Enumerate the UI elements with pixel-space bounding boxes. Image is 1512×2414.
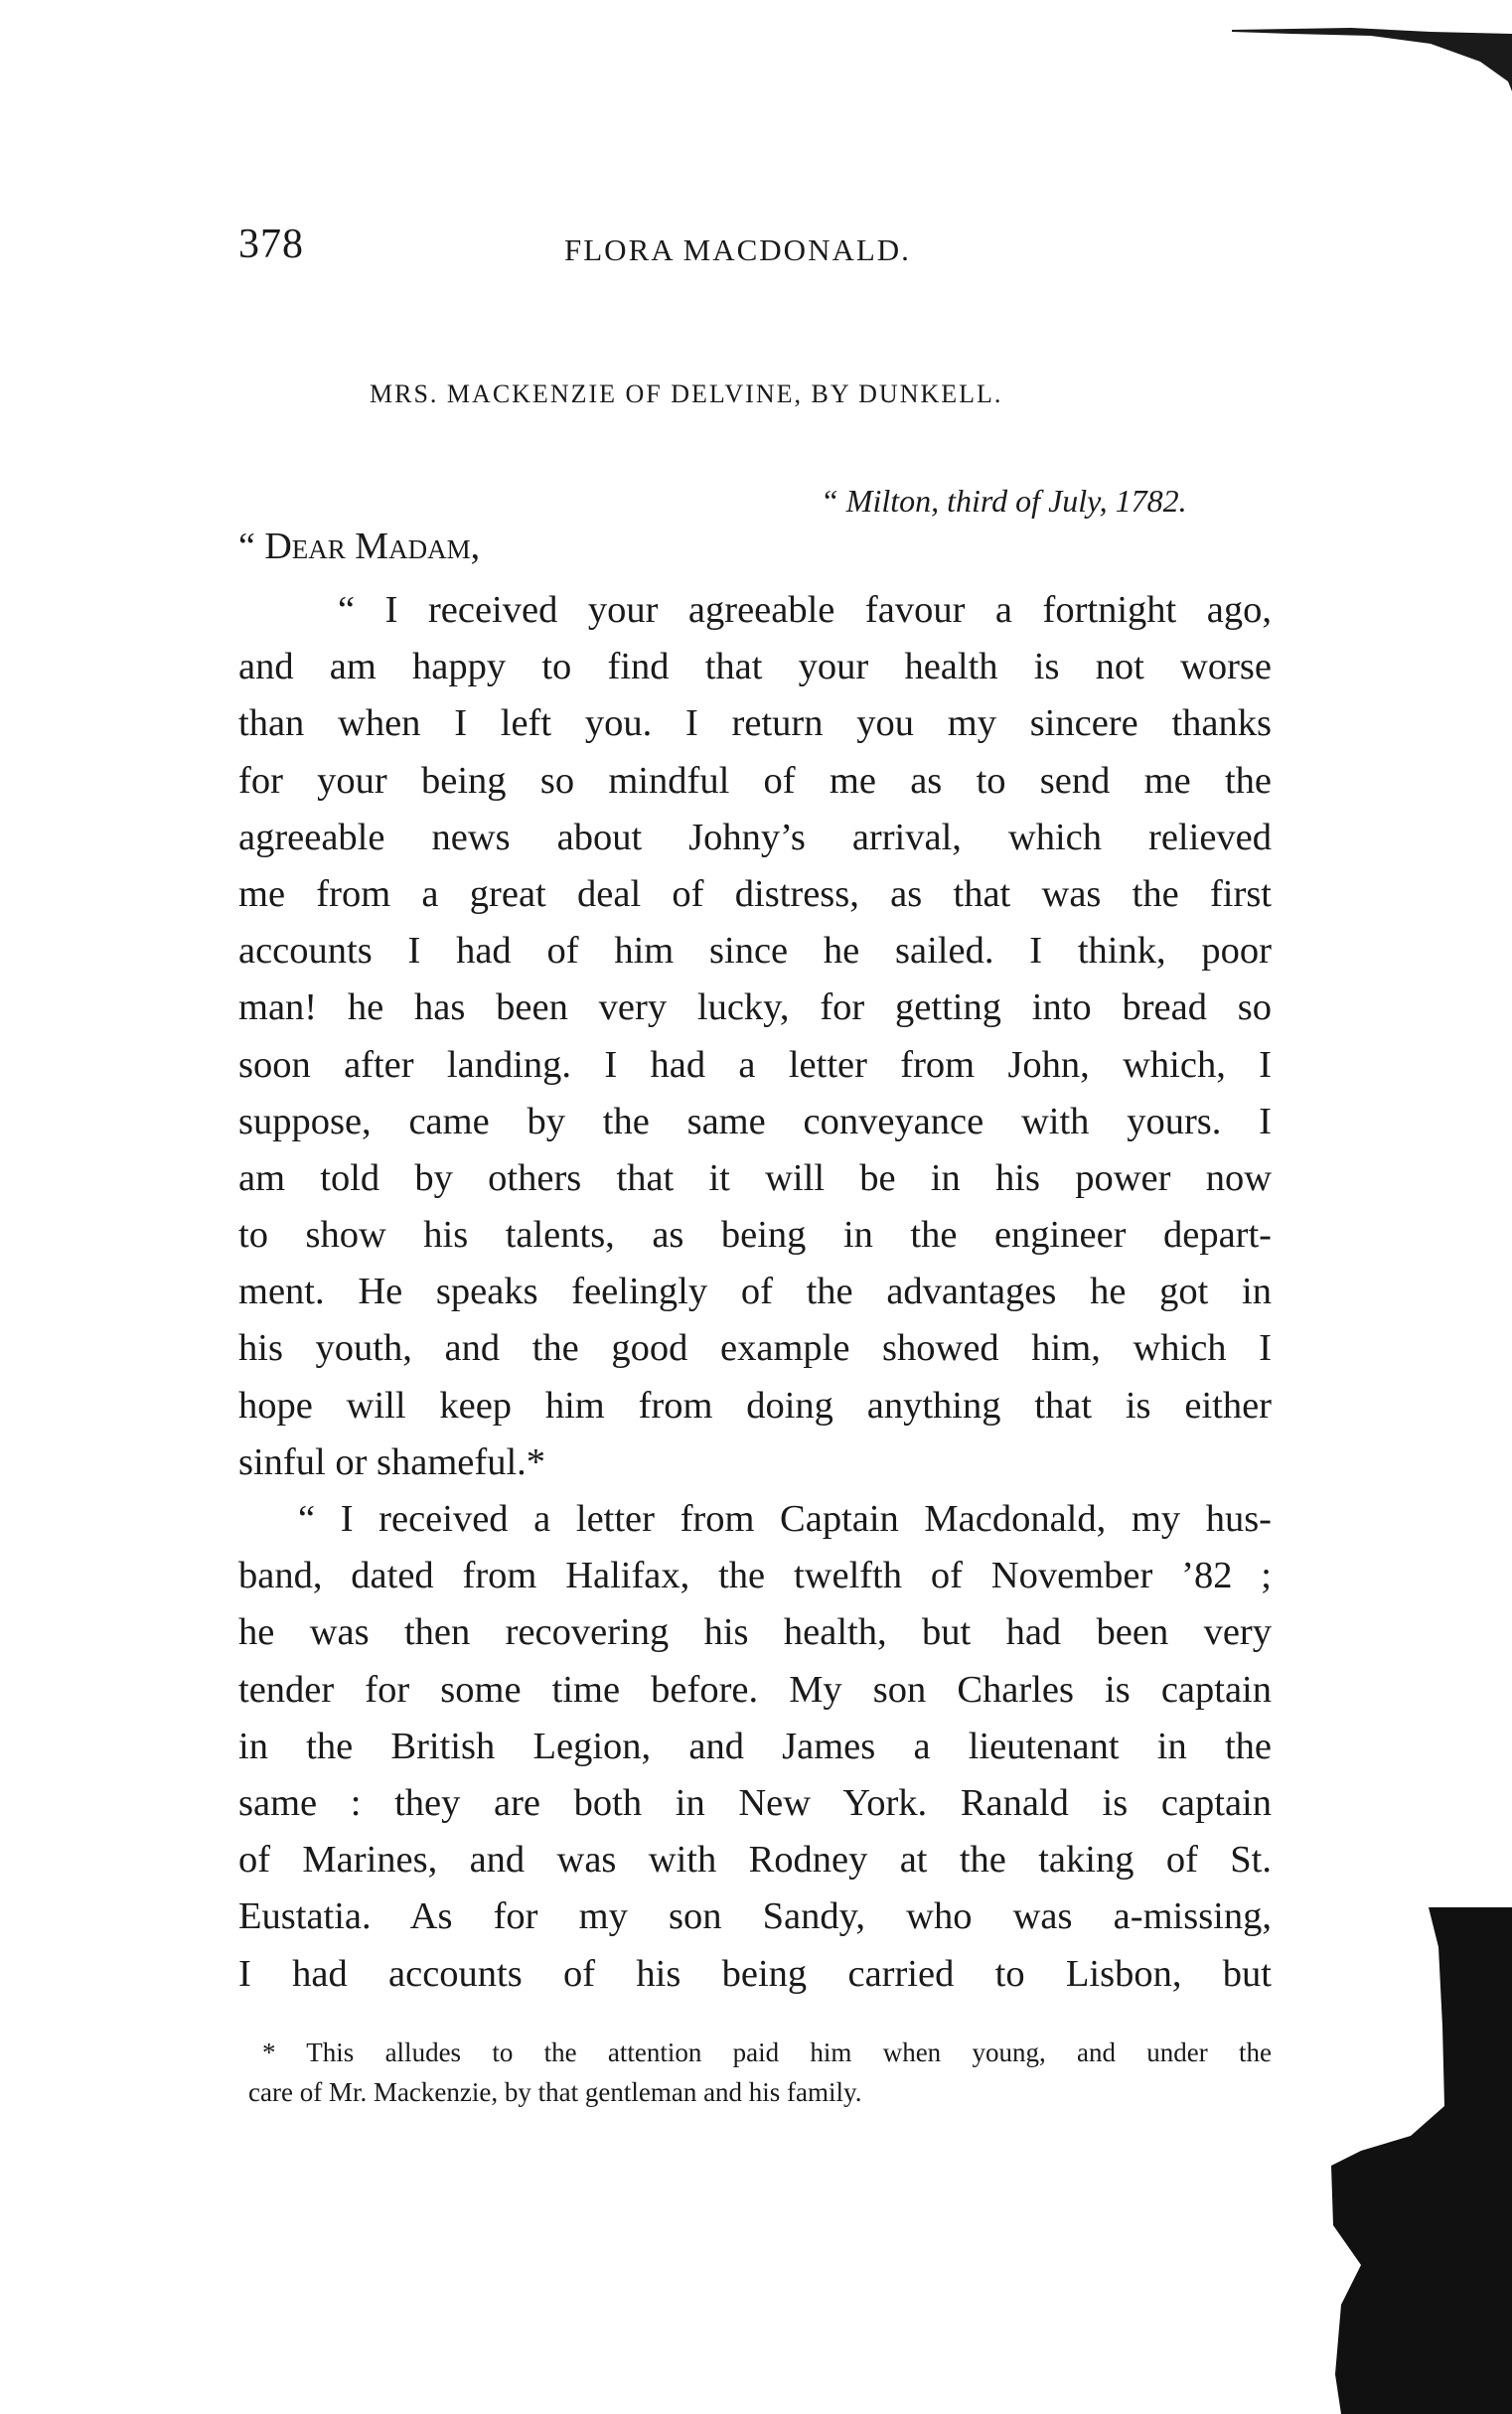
body-line: ment. He speaks feelingly of the advantages he got in [238, 1271, 1272, 1313]
body-line: suppose, came by the same conveyance with yours. I [238, 1100, 1272, 1142]
body-line: agreeable news about Johny’s arrival, which relieved [238, 816, 1272, 858]
body-line: of Marines, and was with Rodney at the taking of St. [238, 1839, 1272, 1882]
body-line: sinful or shameful.* [238, 1440, 546, 1483]
running-title: FLORA MACDONALD. [564, 232, 911, 267]
letter-body [238, 582, 1272, 2003]
body-line: I had accounts of his being carried to Lisbon, but [238, 1952, 1272, 1995]
body-line: for your being so mindful of me as to send me the [238, 759, 1272, 802]
body-line: his youth, and the good example showed him, which I [238, 1327, 1272, 1370]
body-line: man! he has been very lucky, for getting into bread so [238, 986, 1272, 1029]
body-line: hope will keep him from doing anything that is either [238, 1384, 1272, 1427]
body-line: and am happy to find that your health is not worse [238, 646, 1272, 688]
body-line: Eustatia. As for my son Sandy, who was a-missing, [238, 1895, 1272, 1938]
scan-edge-shadow-top [1232, 22, 1512, 91]
footnote-line: care of Mr. Mackenzie, by that gentleman and his family. [248, 2077, 862, 2107]
footnote [248, 2033, 1272, 2112]
body-line: band, dated from Halifax, the twelfth of November ’82 ; [238, 1555, 1272, 1597]
body-line: “ I received your agreeable favour a fortnight ago, [338, 589, 1272, 631]
body-line: in the British Legion, and James a lieutenant in the [238, 1725, 1272, 1767]
letter-salutation: “ Dear Madam, [238, 526, 481, 567]
body-line: he was then recovering his health, but had been very [238, 1611, 1272, 1654]
body-line: tender for some time before. My son Charles is captain [238, 1668, 1272, 1711]
body-line: “ I received a letter from Captain Macdonald, my hus- [298, 1498, 1272, 1540]
scan-edge-shadow-right [1321, 1907, 1512, 2414]
body-line: same : they are both in New York. Ranald is captain [238, 1781, 1272, 1824]
body-line: am told by others that it will be in his power now [238, 1156, 1272, 1199]
page-number: 378 [238, 222, 304, 267]
letter-dateline: “ Milton, third of July, 1782. [821, 483, 1187, 519]
body-line: accounts I had of him since he sailed. I think, poor [238, 930, 1272, 973]
footnote-line: * This alludes to the attention paid him when young, and under the [262, 2037, 1272, 2067]
body-line: to show his talents, as being in the engineer depart- [238, 1214, 1272, 1257]
body-line: me from a great deal of distress, as that was the first [238, 872, 1272, 915]
letter-heading: MRS. MACKENZIE OF DELVINE, BY DUNKELL. [370, 379, 1003, 408]
body-line: soon after landing. I had a letter from John, which, I [238, 1043, 1272, 1086]
body-line: than when I left you. I return you my sincere thanks [238, 702, 1272, 745]
